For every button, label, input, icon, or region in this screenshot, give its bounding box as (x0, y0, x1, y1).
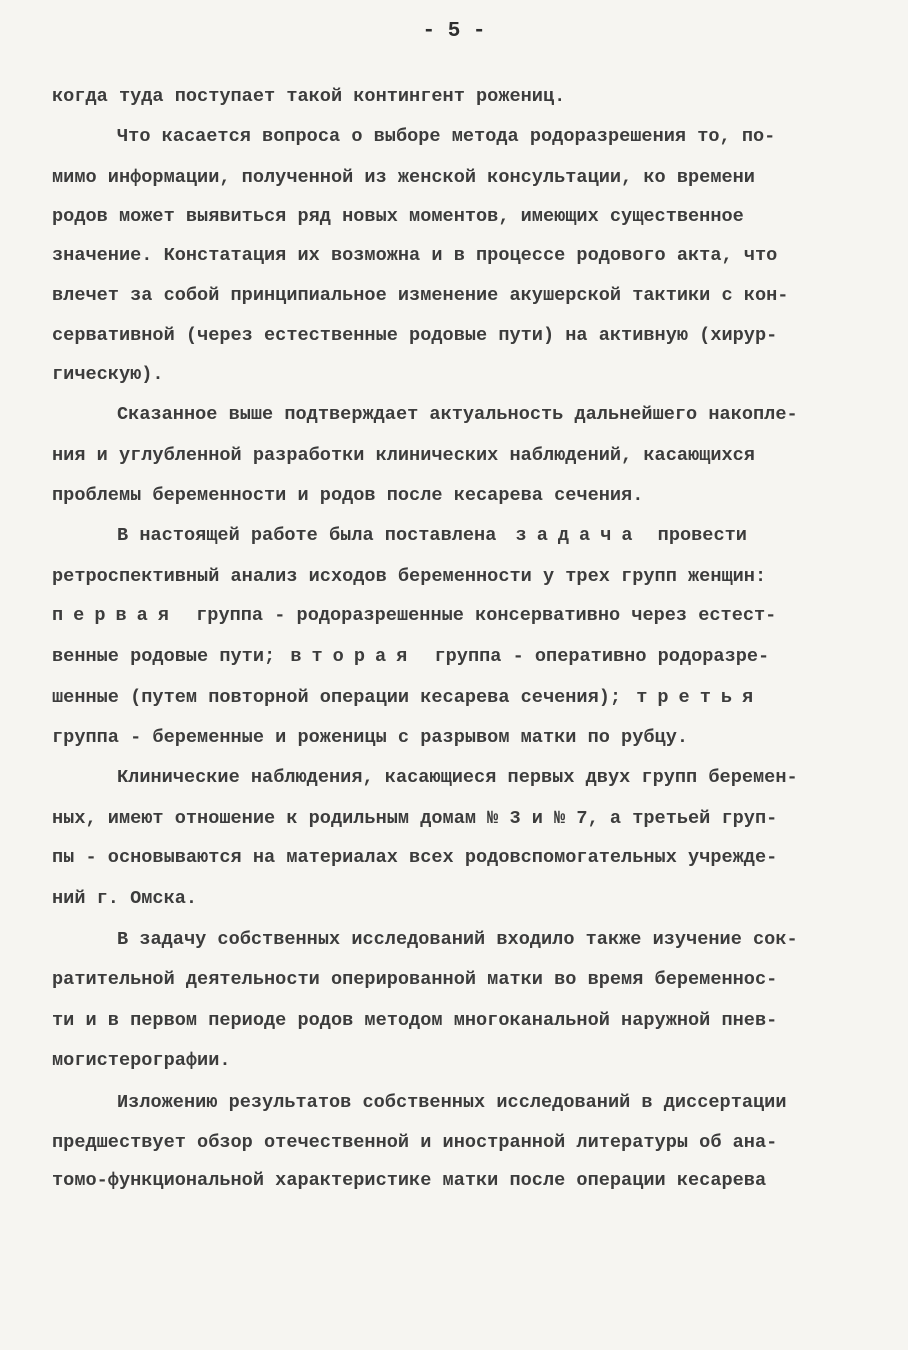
text-line: родов может выявиться ряд новых моментов, имеющих существенное (52, 206, 744, 227)
text-line: могистерографии. (52, 1050, 231, 1071)
text-segment: венные родовые пути; (52, 646, 276, 667)
text-line: влечет за собой принципиальное изменение акушерской тактики с кон- (52, 285, 789, 306)
text-line: мимо информации, полученной из женской консультации, ко времени (52, 167, 755, 188)
text-line: Что касается вопроса о выборе метода родоразрешения то, по- (117, 126, 776, 147)
text-line: ретроспективный анализ исходов беременности у трех групп женщин: (52, 566, 767, 587)
text-line: предшествует обзор отечественной и иностранной литературы об ана- (52, 1132, 778, 1153)
text-segment: группа - родоразрешенные консервативно через естест- (196, 605, 777, 626)
spaced-word: третья (636, 687, 764, 708)
text-line: ных, имеют отношение к родильным домам № 3 и № 7, а третьей груп- (52, 808, 778, 829)
text-line: томо-функциональной характеристике матки после операции кесарева (52, 1170, 767, 1191)
text-line: проблемы беременности и родов после кесарева сечения. (52, 485, 644, 506)
text-segment: группа - оперативно родоразре- (434, 646, 770, 667)
text-line (52, 689, 862, 708)
text-line: пы - основываются на материалах всех родовспомогательных учрежде- (52, 847, 778, 868)
text-line: когда туда поступает такой контингент рожениц. (52, 86, 566, 107)
text-line: ний г. Омска. (52, 888, 198, 909)
text-line: В задачу собственных исследований входило также изучение сок- (117, 929, 798, 950)
text-line: Клинические наблюдения, касающиеся первых двух групп беремен- (117, 767, 798, 788)
text-segment: В настоящей работе была поставлена (117, 525, 497, 546)
text-line: гическую). (52, 364, 164, 385)
text-line: Сказанное выше подтверждает актуальность дальнейшего накопле- (117, 404, 798, 425)
text-line (52, 648, 862, 667)
page-number: - 5 - (422, 20, 486, 43)
text-segment: провести (657, 525, 747, 546)
text-line: сервативной (через естественные родовые пути) на активную (хирур- (52, 325, 778, 346)
text-line: ния и углубленной разработки клинических наблюдений, касающихся (52, 445, 755, 466)
spaced-word: первая (52, 605, 179, 626)
text-line: значение. Констатация их возможна и в процессе родового акта, что (52, 245, 778, 266)
text-line: Изложению результатов собственных исследований в диссертации (117, 1092, 787, 1113)
spaced-word: вторая (290, 646, 418, 667)
text-line: группа - беременные и роженицы с разрывом матки по рубцу. (52, 727, 689, 748)
text-line (52, 607, 862, 626)
text-line: ратительной деятельности оперированной матки во время беременнос- (52, 969, 778, 990)
text-segment: шенные (путем повторной операции кесарева сечения); (52, 687, 622, 708)
text-line (117, 527, 862, 546)
spaced-word: задача (515, 525, 643, 546)
text-line: ти и в первом периоде родов методом многоканальной наружной пнев- (52, 1010, 778, 1031)
